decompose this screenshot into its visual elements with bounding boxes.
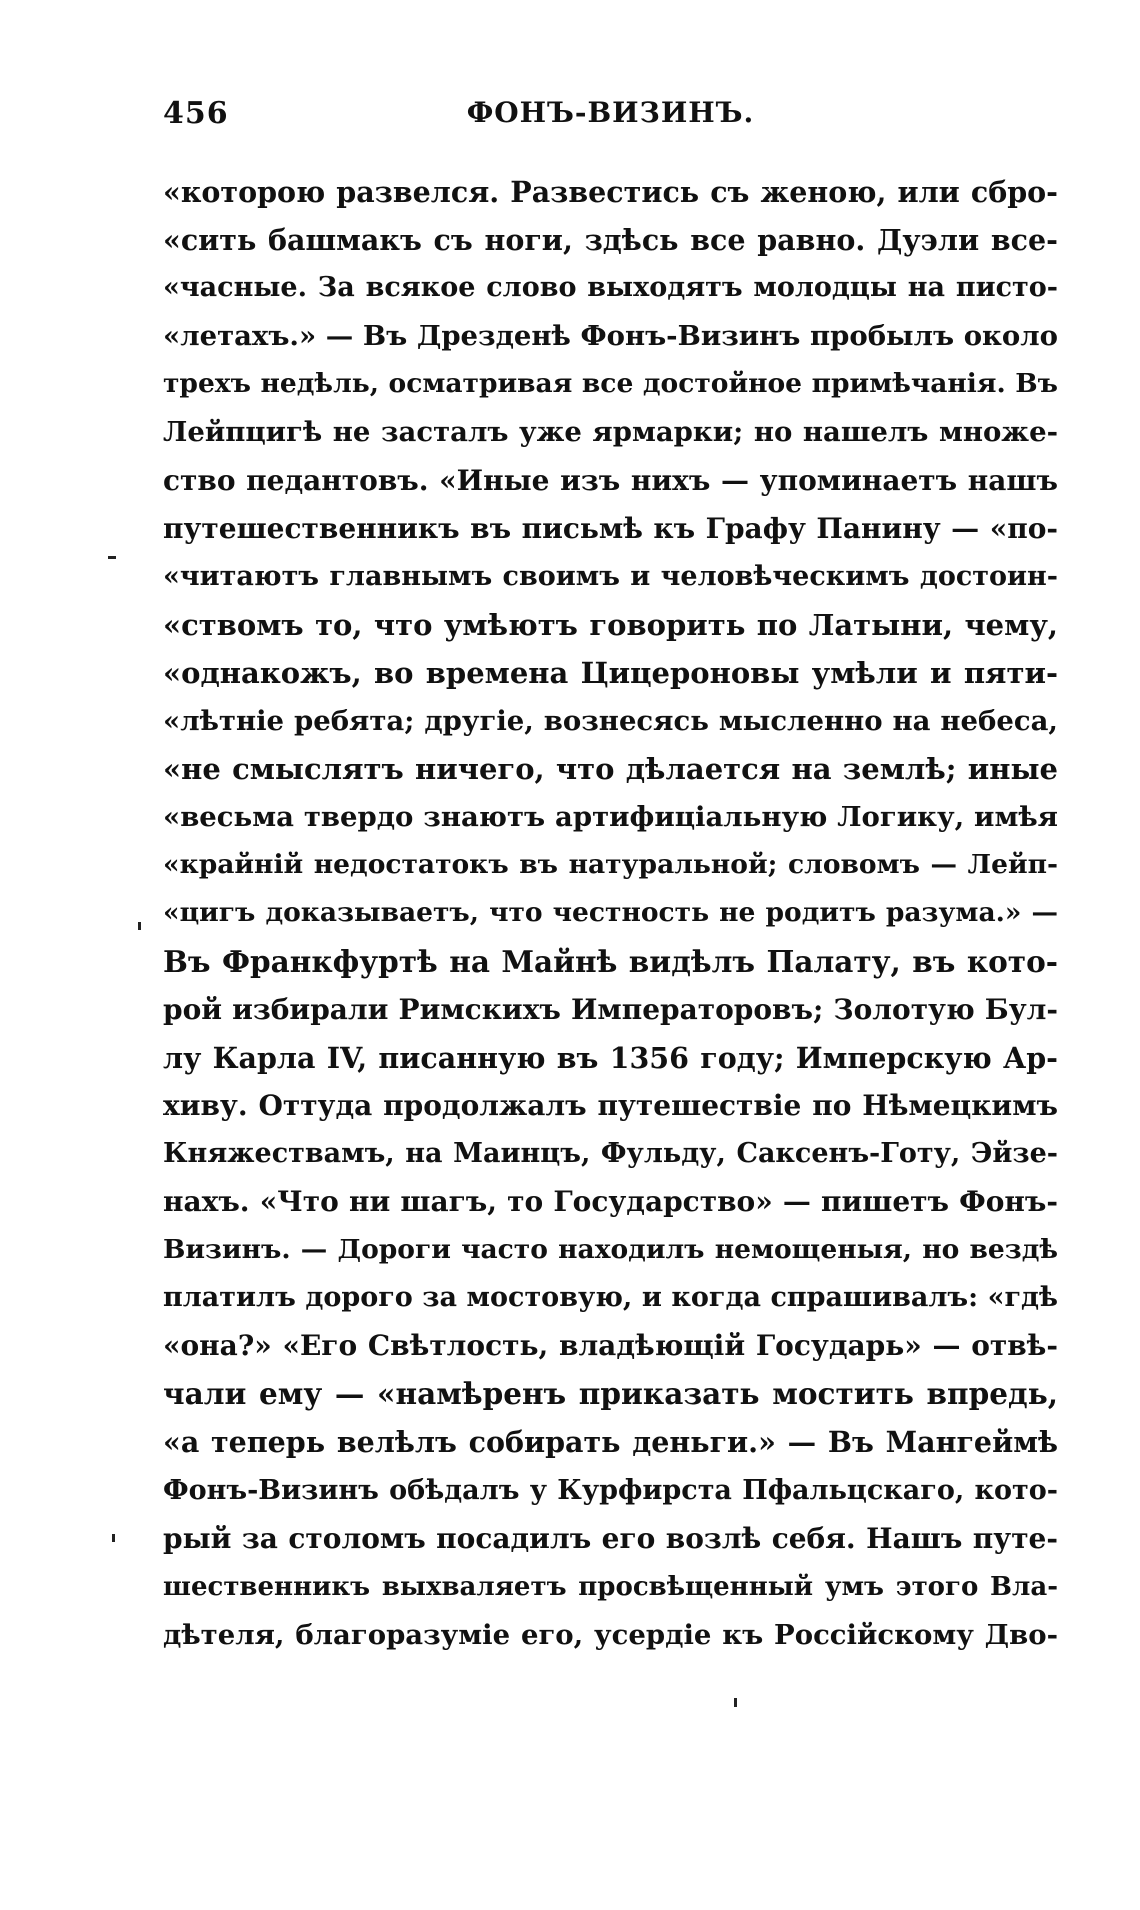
text-line: платилъ дорого за мостовую, и когда спрашивалъ: «гдѣ bbox=[163, 1282, 1058, 1314]
text-line: дѣтеля, благоразуміе его, усердіе къ Россійскому Дво- bbox=[163, 1618, 1058, 1651]
text-line: Лейпцигѣ не засталъ уже ярмарки; но нашелъ множе- bbox=[163, 416, 1058, 449]
text-line: нахъ. «Что ни шагъ, то Государство» — пишетъ Фонъ- bbox=[163, 1184, 1058, 1218]
print-speck bbox=[138, 922, 141, 930]
body-text bbox=[163, 168, 1058, 1659]
print-speck bbox=[112, 1534, 115, 1542]
running-title: ФОНЪ-ВИЗИНЪ. bbox=[466, 96, 755, 129]
print-speck bbox=[108, 556, 116, 559]
text-line: «крайній недостатокъ въ натуральной; словомъ — Лейп- bbox=[163, 849, 1058, 881]
text-line: «цигъ доказываетъ, что честность не родитъ разума.» — bbox=[163, 897, 1058, 929]
text-line: Въ Франкфуртѣ на Майнѣ видѣлъ Палату, въ кото- bbox=[163, 943, 1058, 979]
text-line: рый за столомъ посадилъ его возлѣ себя. Нашъ путе- bbox=[163, 1521, 1058, 1555]
page-number: 456 bbox=[163, 96, 229, 131]
text-line: «сить башмакъ съ ноги, здѣсь все равно. Дуэли все- bbox=[163, 223, 1058, 258]
text-line: путешественникъ въ письмѣ къ Графу Панину — «по- bbox=[163, 511, 1058, 545]
text-line: «часные. За всякое слово выходятъ молодцы на писто- bbox=[163, 272, 1058, 304]
text-line: «ствомъ то, что умѣютъ говорить по Латыни, чему, bbox=[163, 607, 1058, 642]
text-line: «лѣтніе ребята; другіе, вознесясь мысленно на небеса, bbox=[163, 705, 1058, 738]
text-line: «она?» «Его Свѣтлость, владѣющій Государь» — отвѣ- bbox=[163, 1329, 1058, 1363]
text-line: «летахъ.» — Въ Дрезденѣ Фонъ-Визинъ пробылъ около bbox=[163, 320, 1058, 353]
text-line: рой избирали Римскихъ Императоровъ; Золотую Бул- bbox=[163, 992, 1058, 1026]
text-line: «весьма твердо знаютъ артифиціальную Логику, имѣя bbox=[163, 801, 1058, 834]
print-speck bbox=[734, 1698, 737, 1707]
text-line: «однакожъ, во времена Цицероновы умѣли и пяти- bbox=[163, 655, 1058, 690]
text-line: чали ему — «намѣренъ приказать мостить впредь, bbox=[163, 1376, 1058, 1412]
text-line: Фонъ-Визинъ обѣдалъ у Курфирста Пфальцскаго, кото- bbox=[163, 1474, 1058, 1506]
page-header bbox=[163, 96, 1058, 136]
text-line: лу Карла IV, писанную въ 1356 году; Имперскую Ар- bbox=[163, 1040, 1058, 1075]
text-line: «читаютъ главнымъ своимъ и человѣческимъ достоин- bbox=[163, 560, 1058, 592]
text-line: «а теперь велѣлъ собирать деньги.» — Въ Мангеймѣ bbox=[163, 1425, 1058, 1460]
text-line: шественникъ выхваляетъ просвѣщенный умъ этого Вла- bbox=[163, 1571, 1058, 1602]
text-line: Княжествамъ, на Маинцъ, Фульду, Саксенъ-Готу, Эйзе- bbox=[163, 1137, 1058, 1169]
text-line: «которою развелся. Развестись съ женою, или сбро- bbox=[163, 175, 1058, 209]
text-line: «не смыслятъ ничего, что дѣлается на землѣ; иные bbox=[163, 752, 1058, 787]
text-line: хиву. Оттуда продолжалъ путешествіе по Нѣмецкимъ bbox=[163, 1088, 1058, 1122]
text-line: трехъ недѣль, осматривая все достойное примѣчанія. Въ bbox=[163, 368, 1058, 400]
text-line: ство педантовъ. «Иные изъ нихъ — упоминаетъ нашъ bbox=[163, 463, 1058, 497]
text-line: Визинъ. — Дороги часто находилъ немощеныя, но вездѣ bbox=[163, 1234, 1058, 1266]
